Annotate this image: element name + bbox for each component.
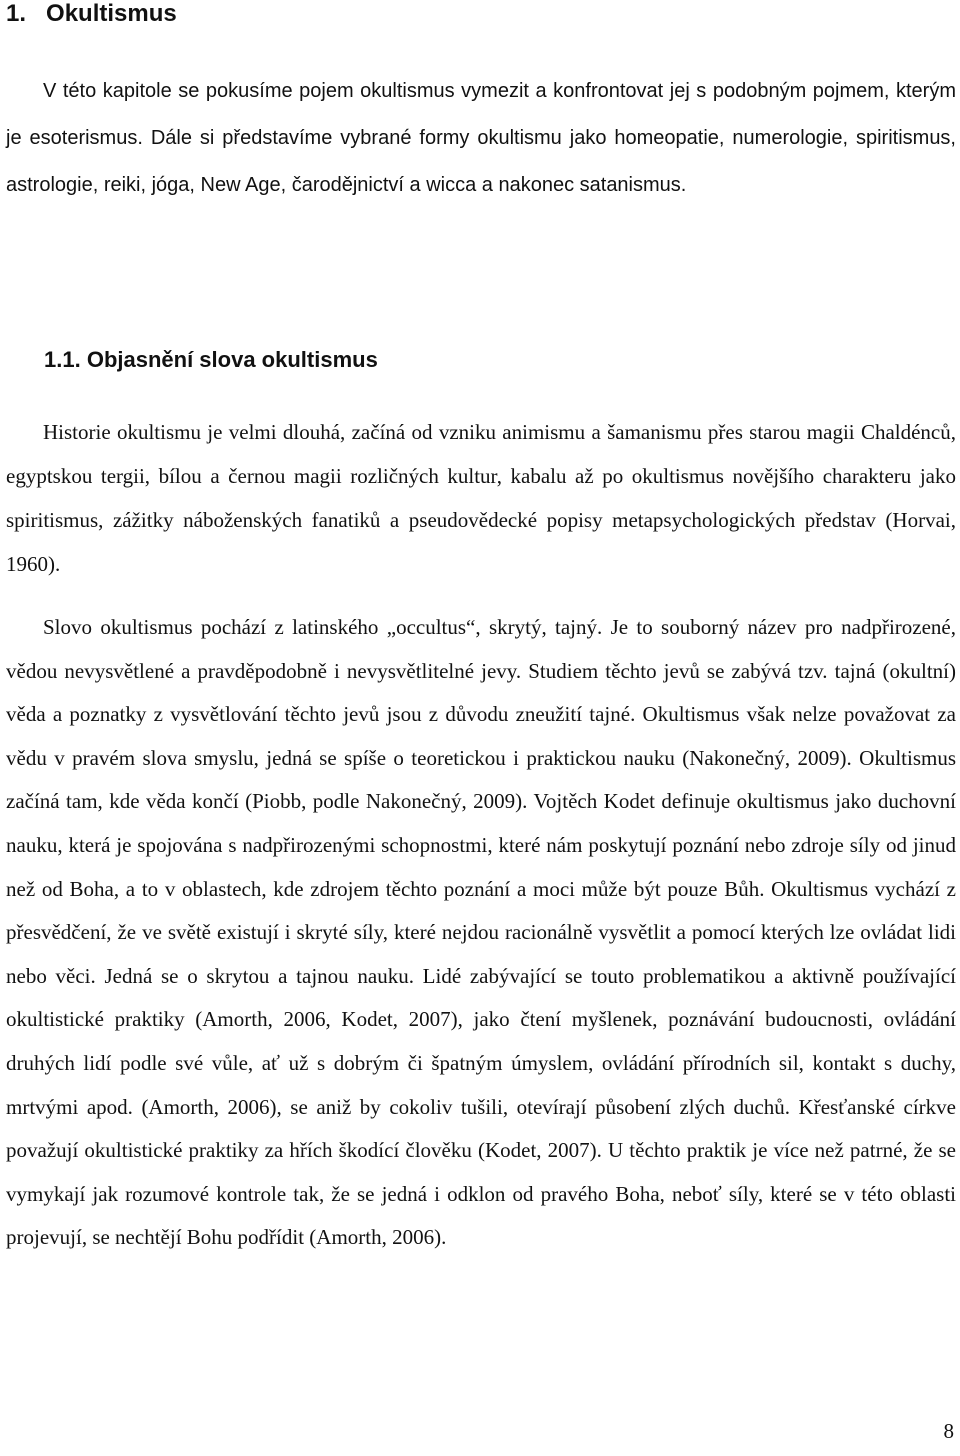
section-paragraph-history: Historie okultismu je velmi dlouhá, začíná od vzniku animismu a šamanismu přes starou magii Chaldénců, egyptskou tergii, bílou a černou magii rozličných kultur, kabalu až po okultismus novějšího charakteru jako spiritismus, zážitky náboženských fanatiků a pseudovědecké popisy metapsychologických představ (Horvai, 1960). bbox=[6, 420, 956, 576]
section-title: Objasnění slova okultismus bbox=[86, 347, 378, 372]
chapter-intro-paragraph: V této kapitole se pokusíme pojem okultismus vymezit a konfrontovat jej s podobným pojmem, kterým je esoterismus. Dále si představíme vybrané formy okultismu jako homeopatie, numerologie, spiritismus, astrologie, reiki, jóga, New Age, čarodějnictví a wicca a nakonec satanismus. bbox=[6, 80, 956, 196]
section-number: 1.1. bbox=[44, 347, 81, 372]
chapter-number: 1. bbox=[6, 0, 27, 27]
section-heading bbox=[44, 346, 378, 374]
page-number: 8 bbox=[943, 1419, 954, 1443]
chapter-heading bbox=[6, 0, 177, 28]
chapter-title: Okultismus bbox=[46, 0, 177, 27]
section-paragraph-definition: Slovo okultismus pochází z latinského „occultus“, skrytý, tajný. Je to souborný název pro nadpřirozené, vědou nevysvětlené a pravděpodobně i nevysvětlitelné jevy. Studiem těchto jevů se zabývá tzv. tajná (okultní) věda a poznatky z vysvětlování těchto jevů jsou z důvodu zneužití tajné. Okultismus však nelze považovat za vědu v pravém slova smyslu, jedná se spíše o teoretickou i praktickou nauku (Nakonečný, 2009). Okultismus začíná tam, kde věda končí (Piobb, podle Nakonečný, 2009). Vojtěch Kodet definuje okultismus jako duchovní nauku, která je spojována s nadpřirozenými schopnostmi, které nám poskytují poznání nebo zdroje síly od jinud než od Boha, a to v oblastech, kde zdrojem těchto poznání a moci může být pouze Bůh. Okultismus vychází z přesvědčení, že ve světě existují i skryté síly, které nejdou racionálně vysvětlit a pomocí kterých lze ovládat lidi nebo věci. Jedná se o skrytou a tajnou nauku. Lidé zabývající se touto problematikou a aktivně používající okultistické praktiky (Amorth, 2006, Kodet, 2007), jako čtení myšlenek, poznávání budoucnosti, ovládání druhých lidí podle své vůle, ať už s dobrým či špatným úmyslem, ovládání přírodních sil, kontakt s duchy, mrtvými apod. (Amorth, 2006), se aniž by cokoliv tušili, otevírají působení zlých duchů. Křesťanské církve považují okultistické praktiky za hřích škodící člověku (Kodet, 2007). U těchto praktik je více než patrné, že se vymykají jak rozumové kontrole tak, že se jedná i odklon od pravého Boha, neboť síly, které se v této oblasti projevují, se nechtějí Bohu podřídit (Amorth, 2006). bbox=[6, 615, 956, 1250]
